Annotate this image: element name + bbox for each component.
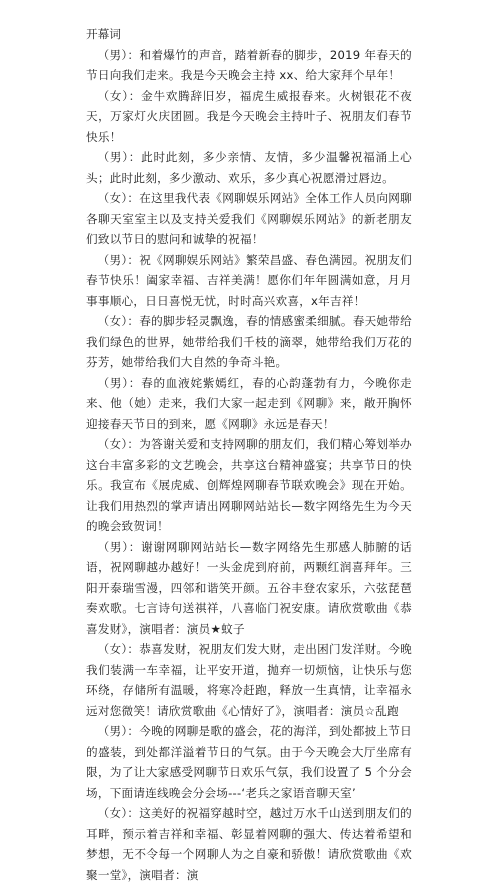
document-title: 开幕词 [86,27,121,41]
paragraph: （女）：春的脚步轻灵飘逸，春的情感蜜柔细腻。春天她带给我们绿色的世界，她带给我们千枝的滴翠，她带给我们万花的芬芳，她带给我们大自然的争奇斗艳。 [86,314,412,369]
paragraph: （男）：此时此刻，多少亲情、友情，多少温馨祝福涌上心头；此时此刻，多少激动、欢乐，多少真心祝愿滑过唇边。 [86,150,412,185]
paragraph: （女）：这美好的祝福穿越时空，越过万水千山送到朋友们的耳畔，预示着吉祥和幸福、彰显着网聊的强大、传达着希望和梦想，无不令每一个网聊人为之自豪和骄傲！请欣赏歌曲《欢聚一堂》，演唱者：演 [86,806,412,882]
paragraph: （女）：为答谢关爱和支持网聊的朋友们，我们精心筹划举办这台丰富多彩的文艺晚会，共享这台精神盛宴；共享节日的快乐。我宣布《展虎威、创辉煌网聊春节联欢晚会》现在开始。让我们用热烈的掌声请出网聊网站站长—数字网络先生为今天的晚会致贺词！ [86,437,412,533]
paragraph: （男）：春的血液姹紫嫣红，春的心韵蓬勃有力，今晚你走来、他（她）走来，我们大家一起走到《网聊》来，敞开胸怀迎接春天节日的到来，愿《网聊》永远是春天！ [86,375,412,431]
document-page [86,24,412,885]
paragraph: （男）：和着爆竹的声音，踏着新春的脚步，2019 年春天的节日向我们走来。我是今天晚会主持 xx、给大家拜个早年！ [86,47,412,82]
paragraph: （女）：恭喜发财，祝朋友们发大财，走出困门发洋财。今晚我们装满一车幸福，让平安开道，抛弃一切烦恼，让快乐与您环绕，存储所有温暖，将寒冷赶跑，释放一生真情，让幸福永远对您微笑！请欣赏歌曲《心情好了》，演唱者：演员☆乱跑 [86,642,412,718]
paragraph: （女）：在这里我代表《网聊娱乐网站》全体工作人员向网聊各聊天室室主以及支持关爱我们《网聊娱乐网站》的新老朋友们致以节日的慰问和诚挚的祝福！ [86,191,412,246]
paragraph: （女）：金牛欢腾辞旧岁，福虎生威报春来。火树银花不夜天，万家灯火庆团圆。我是今天晚会主持叶子、祝朋友们春节快乐！ [86,88,412,144]
paragraph: （男）：祝《网聊娱乐网站》繁荣昌盛、春色满园。祝朋友们春节快乐！阖家幸福、吉祥美满！愿你们年年圆满如意，月月事事顺心，日日喜悦无忧，时时高兴欢喜，x年吉祥！ [86,252,412,308]
paragraph: （男）：今晚的网聊是歌的盛会，花的海洋，到处都披上节日的盛装，到处都洋溢着节日的气氛。由于今天晚会大厅坐席有限，为了让大家感受网聊节日欢乐气氛，我们设置了 5 个分会场，下面请连线晚会分会场---‘老兵之家语音聊天室’ [86,724,412,800]
paragraph: （男）：谢谢网聊网站站长—数字网络先生那感人肺腑的话语，祝网聊越办越好！一头金虎到府前，两颗红润喜拜年。三阳开泰瑞雪漫，四邻和谐笑开颜。五谷丰登农家乐，六弦琵琶奏欢歌。七言诗句送祺祥，八喜临门祝安康。请欣赏歌曲《恭喜发财》，演唱者：演员★蚊子 [86,539,412,636]
